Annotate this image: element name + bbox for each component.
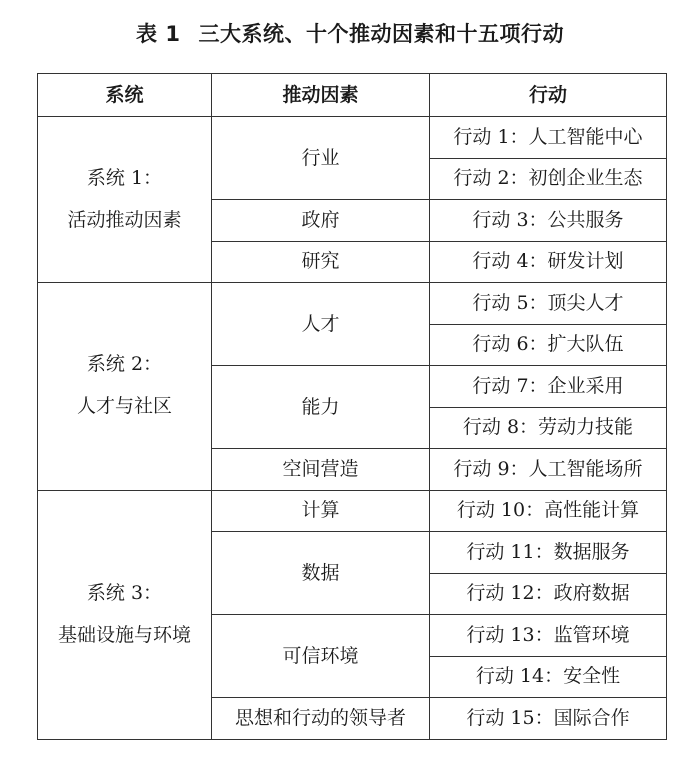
action-cell: 行动 11：数据服务 — [430, 532, 667, 574]
driver-cell: 空间营造 — [212, 449, 430, 491]
system-2-label: 系统 2： — [86, 353, 163, 376]
driver-cell: 行业 — [212, 117, 430, 200]
action-cell: 行动 3：公共服务 — [430, 200, 667, 242]
table-title: 三大系统、十个推动因素和十五项行动 — [198, 22, 564, 46]
system-1-name: 活动推动因素 — [67, 208, 182, 231]
driver-cell: 能力 — [212, 366, 430, 449]
action-cell: 行动 9：人工智能场所 — [430, 449, 667, 491]
driver-cell: 人才 — [212, 283, 430, 366]
driver-cell: 政府 — [212, 200, 430, 242]
header-action: 行动 — [430, 74, 667, 117]
table-row — [38, 490, 667, 532]
driver-cell: 思想和行动的领导者 — [212, 698, 430, 740]
action-cell: 行动 10：高性能计算 — [430, 490, 667, 532]
table-row — [38, 117, 667, 159]
system-2-name: 人才与社区 — [76, 395, 172, 418]
driver-cell: 研究 — [212, 241, 430, 283]
system-1-label: 系统 1： — [86, 166, 163, 189]
action-cell: 行动 7：企业采用 — [430, 366, 667, 408]
system-3-name: 基础设施与环境 — [57, 623, 191, 646]
action-cell: 行动 13：监管环境 — [430, 615, 667, 657]
driver-cell: 计算 — [212, 490, 430, 532]
driver-cell: 可信环境 — [212, 615, 430, 698]
action-cell: 行动 1：人工智能中心 — [430, 117, 667, 159]
table-caption — [0, 18, 700, 48]
action-cell: 行动 6：扩大队伍 — [430, 324, 667, 366]
systems-table — [37, 73, 667, 740]
action-cell: 行动 8：劳动力技能 — [430, 407, 667, 449]
system-1-cell — [38, 117, 212, 283]
table-row — [38, 283, 667, 325]
header-system: 系统 — [38, 74, 212, 117]
action-cell: 行动 5：顶尖人才 — [430, 283, 667, 325]
action-cell: 行动 4：研发计划 — [430, 241, 667, 283]
system-2-cell — [38, 283, 212, 491]
action-cell: 行动 15：国际合作 — [430, 698, 667, 740]
header-driver: 推动因素 — [212, 74, 430, 117]
action-cell: 行动 2：初创企业生态 — [430, 158, 667, 200]
action-cell: 行动 12：政府数据 — [430, 573, 667, 615]
action-cell: 行动 14：安全性 — [430, 656, 667, 698]
system-3-label: 系统 3： — [86, 581, 163, 604]
header-row — [38, 74, 667, 117]
driver-cell: 数据 — [212, 532, 430, 615]
system-3-cell — [38, 490, 212, 739]
table-number: 表 1 — [136, 22, 181, 46]
